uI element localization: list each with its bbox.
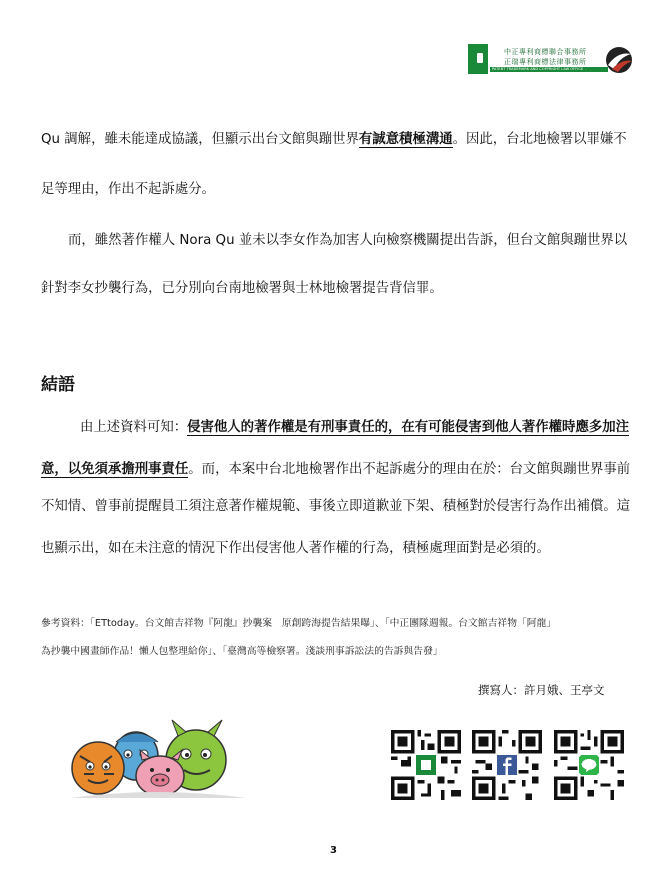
emphasis-text: 有誠意積極溝通	[358, 132, 453, 147]
paragraph-2-line-1: 而，雖然著作權人 Nora Qu 並未以李女作為加害人向檢察機關提出告訴，但台文館與蹦世界以	[68, 233, 628, 248]
emphasis-text: 侵害他人的著作權是有刑事責任的，在有可能侵害到他人著作權時應多加注	[187, 420, 630, 435]
logo-strip-text: PATENT TRADEMARK AND COPYRIGHT LAW OFFICE	[492, 67, 584, 71]
qr-code-website-icon[interactable]	[391, 730, 461, 800]
logo-firm-name-1: 中正專利商標聯合事務所	[504, 48, 587, 56]
text-run: Qu 調解，雖未能達成協議，但顯示出台文館與蹦世界	[41, 132, 359, 147]
reference-line-2: 為抄襲中國畫師作品！懶人包整理給你」、「臺灣高等檢察署。淺談刑事訴訟法的告訴與告發」	[41, 646, 443, 657]
text-run: 。而，本案中台北地檢署作出不起訴處分的理由在於：台文館與蹦世界事前	[188, 462, 631, 477]
text-run: 。因此，台北地檢署以罪嫌不	[452, 132, 627, 147]
paragraph-2-line-2: 針對李女抄襲行為，已分別向台南地檢署與士林地檢署提告背信罪。	[41, 281, 443, 296]
paragraph-3-line-4: 也顯示出，如在未注意的情況下作出侵害他人著作權的行為，積極處理面對是必須的。	[41, 541, 550, 556]
paragraph-3-line-3: 不知情、曾事前提醒員工須注意著作權規範、事後立即道歉並下架、積極對於侵害行為作出補償。這	[41, 499, 631, 514]
qr-code-line-icon[interactable]	[554, 730, 624, 800]
paragraph-1-line-1	[41, 128, 627, 147]
author-credit: 撰寫人：許月娥、王亭文	[478, 683, 605, 697]
page-number: 3	[330, 845, 337, 856]
logo-swoosh-icon	[604, 45, 634, 75]
logo-firm-name-2: 正瑞專利商標法律事務所	[504, 58, 587, 66]
section-heading: 結語	[41, 375, 75, 395]
text-run: 由上述資料可知：	[80, 420, 188, 435]
qr-code-facebook-icon[interactable]	[472, 730, 542, 800]
paragraph-1-line-2: 足等理由，作出不起訴處分。	[41, 182, 216, 197]
reference-line-1: 參考資料：「ETtoday。台文館吉祥物『阿龍』抄襲案 原創跨海提告結果曝」、「中正團隊週報。台文館吉祥物「阿龍」	[41, 618, 557, 629]
paragraph-3-line-2	[41, 458, 630, 477]
mascots-illustration	[68, 716, 246, 798]
paragraph-3-line-1	[80, 416, 629, 435]
emphasis-text: 意，以免須承擔刑事責任	[41, 462, 189, 477]
firm-logo	[468, 44, 634, 76]
logo-emblem-icon	[473, 49, 487, 69]
